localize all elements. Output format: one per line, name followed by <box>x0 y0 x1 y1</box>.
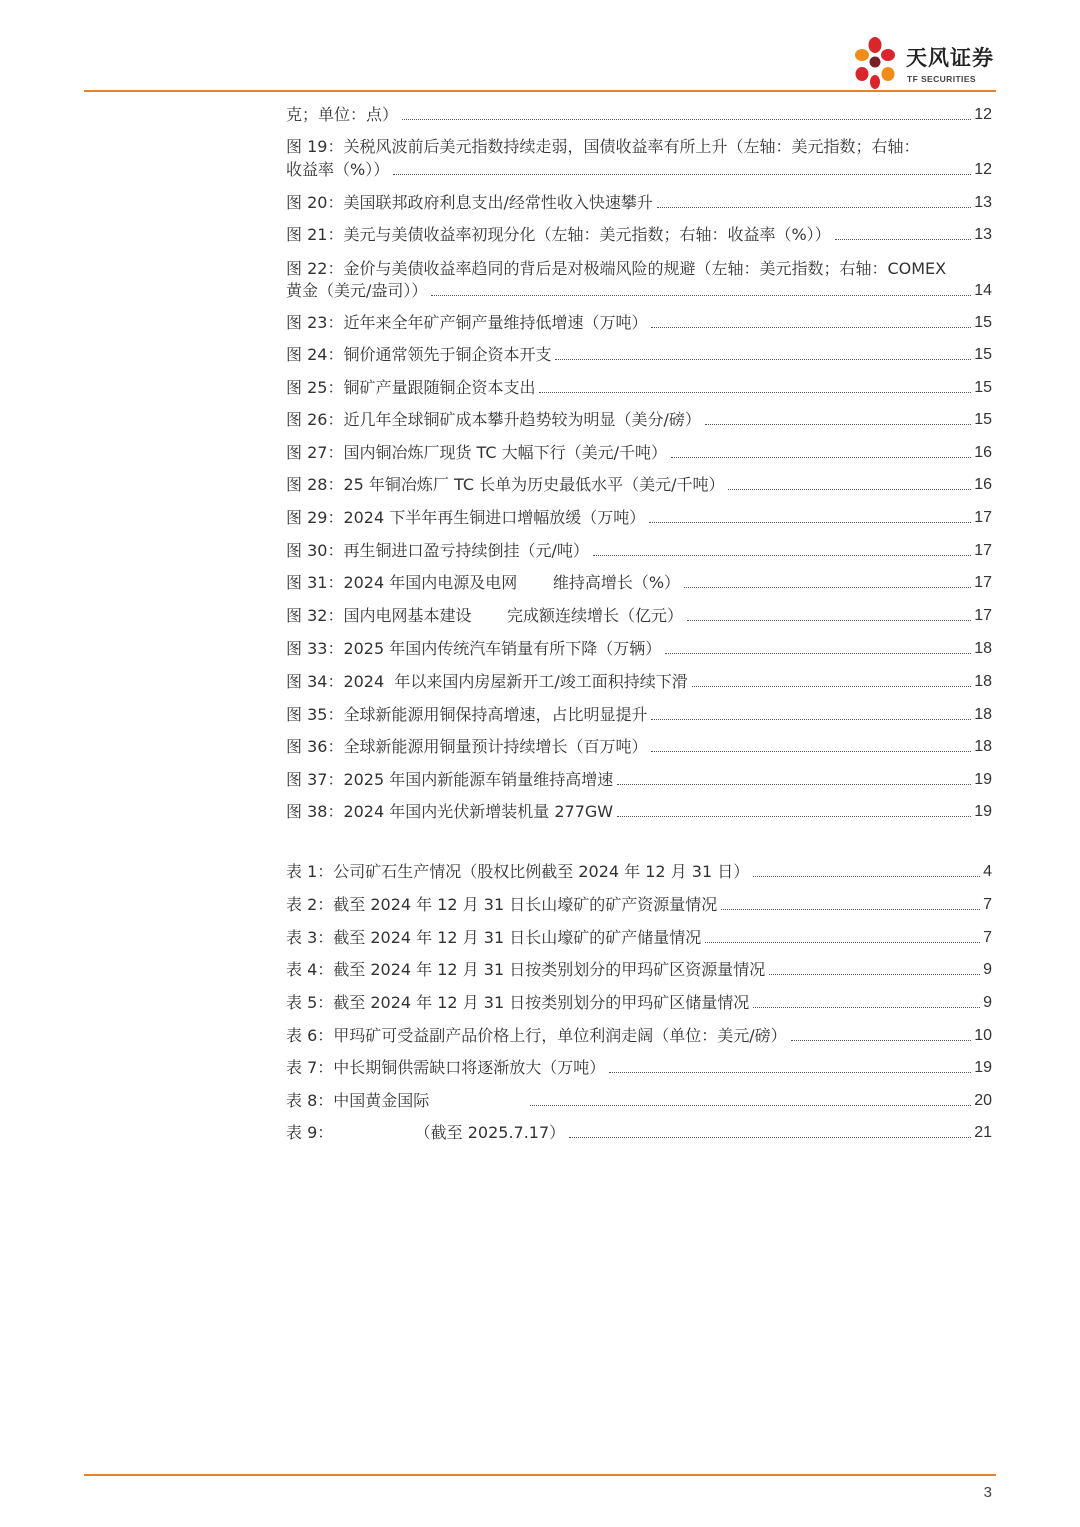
toc-entry[interactable] <box>286 958 992 982</box>
toc-entry-label: 表 9： （截至 2025.7.17） <box>286 1123 566 1142</box>
dot-leader <box>569 1136 971 1138</box>
dot-leader <box>692 685 971 687</box>
dot-leader <box>651 750 971 752</box>
dot-leader <box>705 941 980 943</box>
toc-entry-label: 图 36：全球新能源用铜量预计持续增长（百万吨） <box>286 737 648 756</box>
toc-entry-page: 18 <box>974 706 992 723</box>
toc-entry[interactable] <box>286 103 992 127</box>
toc-entry-label: 表 2：截至 2024 年 12 月 31 日长山壕矿的矿产资源量情况 <box>286 895 718 914</box>
toc-entry[interactable] <box>286 473 992 497</box>
toc-entry[interactable] <box>286 670 992 694</box>
toc-entry-page: 13 <box>974 226 992 243</box>
flower-logo-icon <box>850 36 900 90</box>
toc-entry-label: 表 1：公司矿石生产情况（股权比例截至 2024 年 12 月 31 日） <box>286 862 750 881</box>
toc-entry-page: 15 <box>974 379 992 396</box>
toc-entry-page: 15 <box>974 411 992 428</box>
toc-entry[interactable] <box>286 893 992 917</box>
toc-entry[interactable] <box>286 604 992 628</box>
toc-entry-page: 17 <box>974 574 992 591</box>
dot-leader <box>530 1104 971 1106</box>
toc-entry-page: 19 <box>974 803 992 820</box>
toc-entry-label: 图 35：全球新能源用铜保持高增速，占比明显提升 <box>286 705 648 724</box>
toc-entry-label: 图 32：国内电网基本建设 完成额连续增长（亿元） <box>286 606 684 625</box>
toc-entry-page: 21 <box>974 1124 992 1141</box>
toc-entry[interactable] <box>286 257 992 281</box>
toc-entry-label: 图 30：再生铜进口盈亏持续倒挂（元/吨） <box>286 541 589 560</box>
toc-entry-page: 17 <box>974 607 992 624</box>
toc-entry[interactable] <box>286 735 992 759</box>
toc-entry[interactable] <box>286 135 992 159</box>
dot-leader <box>753 875 980 877</box>
toc-entry-label: 图 21：美元与美债收益率初现分化（左轴：美元指数；右轴：收益率（%）） <box>286 225 831 244</box>
toc-entry-label: 收益率（%）） <box>286 160 390 179</box>
toc-entry-page: 19 <box>974 1059 992 1076</box>
toc-entry[interactable] <box>286 1024 992 1048</box>
header-divider <box>84 90 996 92</box>
toc-entry-page: 18 <box>974 640 992 657</box>
toc-entry[interactable] <box>286 860 992 884</box>
toc-entry-page: 16 <box>974 444 992 461</box>
dot-leader <box>649 521 971 523</box>
dot-leader <box>402 118 971 120</box>
toc-entry-label: 黄金（美元/盎司）） <box>286 281 428 300</box>
toc-entry-page: 7 <box>983 929 992 946</box>
dot-leader <box>665 652 971 654</box>
toc-entry-label: 图 37：2025 年国内新能源车销量维持高增速 <box>286 770 614 789</box>
toc-entry-label: 图 23：近年来全年矿产铜产量维持低增速（万吨） <box>286 313 648 332</box>
toc-entry[interactable] <box>286 408 992 432</box>
dot-leader <box>687 619 971 621</box>
toc-entry-page: 9 <box>983 994 992 1011</box>
toc-entry-label: 图 31：2024 年国内电源及电网 维持高增长（%） <box>286 573 681 592</box>
toc-entry[interactable] <box>286 376 992 400</box>
toc-entry[interactable] <box>286 506 992 530</box>
toc-entry-page: 7 <box>983 896 992 913</box>
toc-entry-label: 图 27：国内铜冶炼厂现货 TC 大幅下行（美元/千吨） <box>286 443 668 462</box>
toc-entry[interactable] <box>286 441 992 465</box>
toc-entry-page: 15 <box>974 314 992 331</box>
toc-entry-page: 12 <box>974 106 992 123</box>
toc-entry-label: 图 38：2024 年国内光伏新增装机量 277GW <box>286 802 614 821</box>
dot-leader <box>651 718 971 720</box>
toc-entry-page: 17 <box>974 542 992 559</box>
toc-entry-page: 19 <box>974 771 992 788</box>
toc-entry-page: 18 <box>974 673 992 690</box>
dot-leader <box>431 294 971 296</box>
dot-leader <box>393 173 971 175</box>
toc-entry-label: 图 33：2025 年国内传统汽车销量有所下降（万辆） <box>286 639 662 658</box>
toc-entry-page: 10 <box>974 1027 992 1044</box>
brand-name-cn: 天风证券 <box>906 46 994 70</box>
toc-entry[interactable] <box>286 703 992 727</box>
toc-entry[interactable] <box>286 223 992 247</box>
toc-entry-label: 图 29：2024 下半年再生铜进口增幅放缓（万吨） <box>286 508 646 527</box>
toc-entry-label: 表 7：中长期铜供需缺口将逐渐放大（万吨） <box>286 1058 606 1077</box>
toc-entry[interactable] <box>286 343 992 367</box>
dot-leader <box>593 554 971 556</box>
toc-entry-label: 图 25：铜矿产量跟随铜企资本支出 <box>286 378 536 397</box>
toc-entry-label: 图 20：美国联邦政府利息支出/经常性收入快速攀升 <box>286 193 653 212</box>
dot-leader <box>617 815 971 817</box>
toc-entry[interactable] <box>286 800 992 824</box>
toc-entry[interactable] <box>286 571 992 595</box>
toc-entry-page: 9 <box>983 961 992 978</box>
dot-leader <box>539 391 971 393</box>
dot-leader <box>753 1006 980 1008</box>
toc-entry-label: 图 28：25 年铜冶炼厂 TC 长单为历史最低水平（美元/千吨） <box>286 475 725 494</box>
toc-entry-label: 图 24：铜价通常领先于铜企资本开支 <box>286 345 552 364</box>
dot-leader <box>791 1039 972 1041</box>
dot-leader <box>671 456 971 458</box>
toc-entry-label: 图 19：关税风波前后美元指数持续走弱，国债收益率有所上升（左轴：美元指数；右轴： <box>286 137 920 156</box>
toc-entry[interactable] <box>286 158 992 182</box>
toc-entry[interactable] <box>286 926 992 950</box>
page-number: 3 <box>983 1484 992 1501</box>
toc-entry[interactable] <box>286 637 992 661</box>
brand-name-en: TF SECURITIES <box>907 74 976 84</box>
toc-entry[interactable] <box>286 1056 992 1080</box>
dot-leader <box>684 586 971 588</box>
toc-entry-label: 图 26：近几年全球铜矿成本攀升趋势较为明显（美分/磅） <box>286 410 701 429</box>
toc-entry[interactable] <box>286 1089 992 1113</box>
toc-entry-page: 12 <box>974 161 992 178</box>
toc-entry[interactable] <box>286 311 992 335</box>
toc-entry-label: 表 3：截至 2024 年 12 月 31 日长山壕矿的矿产储量情况 <box>286 928 702 947</box>
dot-leader <box>657 206 971 208</box>
toc-entry-page: 4 <box>983 863 992 880</box>
toc-entry-page: 18 <box>974 738 992 755</box>
toc-entry[interactable] <box>286 991 992 1015</box>
toc-entry[interactable] <box>286 1121 992 1145</box>
toc-entry-label: 表 4：截至 2024 年 12 月 31 日按类别划分的甲玛矿区资源量情况 <box>286 960 766 979</box>
toc-entry-page: 17 <box>974 509 992 526</box>
dot-leader <box>555 358 971 360</box>
dot-leader <box>617 783 971 785</box>
toc-entry-label: 图 22：金价与美债收益率趋同的背后是对极端风险的规避（左轴：美元指数；右轴：COMEX <box>286 259 947 278</box>
toc-entry-page: 15 <box>974 346 992 363</box>
dot-leader <box>651 326 971 328</box>
toc-entry-label: 图 34：2024 年以来国内房屋新开工/竣工面积持续下滑 <box>286 672 688 691</box>
toc-entry-label: 克；单位：点） <box>286 105 399 124</box>
toc-entry[interactable] <box>286 279 992 303</box>
dot-leader <box>721 908 980 910</box>
dot-leader <box>705 423 971 425</box>
brand-logo <box>850 36 1000 90</box>
dot-leader <box>609 1071 971 1073</box>
toc-entry-page: 16 <box>974 476 992 493</box>
toc-entry-label: 表 8：中国黄金国际 <box>286 1091 526 1110</box>
toc-entry[interactable] <box>286 539 992 563</box>
toc-entry[interactable] <box>286 768 992 792</box>
dot-leader <box>835 238 972 240</box>
dot-leader <box>728 488 971 490</box>
footer-divider <box>84 1474 996 1476</box>
toc-entry[interactable] <box>286 191 992 215</box>
toc-entry-page: 20 <box>974 1092 992 1109</box>
toc-entry-label: 表 5：截至 2024 年 12 月 31 日按类别划分的甲玛矿区储量情况 <box>286 993 750 1012</box>
toc-entry-label: 表 6：甲玛矿可受益副产品价格上行，单位利润走阔（单位：美元/磅） <box>286 1026 787 1045</box>
toc-entry-page: 14 <box>974 282 992 299</box>
toc-entry-page: 13 <box>974 194 992 211</box>
dot-leader <box>769 973 980 975</box>
